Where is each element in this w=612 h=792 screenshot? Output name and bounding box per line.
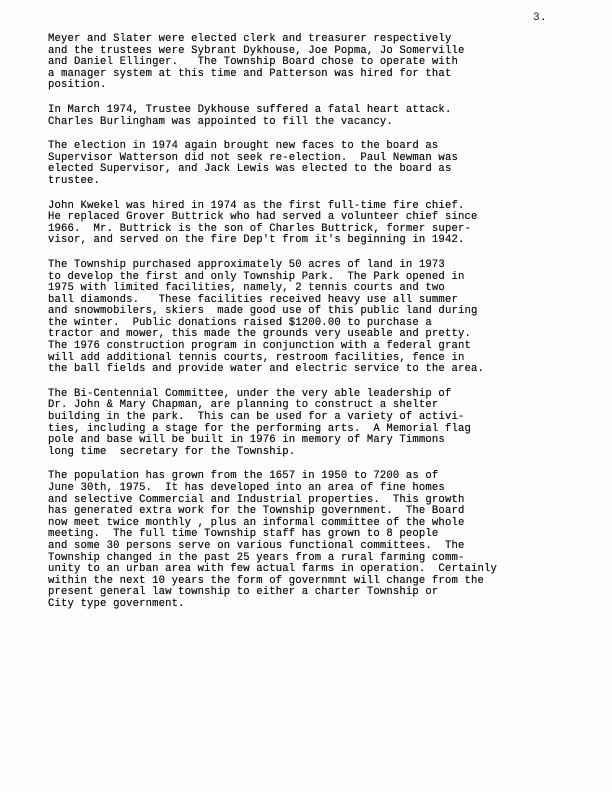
text-line: The Bi-Centennial Committee, under the very able leadership of [48,387,452,400]
body-text [48,34,608,624]
text-line: The election in 1974 again brought new faces to the board as [48,140,439,153]
text-line: The 1976 construction program in conjunction with a federal grant [48,340,471,353]
text-line: and snowmobilers, skiers made good use of this public land during [48,305,478,318]
text-line: June 30th, 1975. It has developed into an area of fine homes [48,482,445,494]
text-line: The population has grown from the 1657 in 1950 to 7200 as of [48,470,439,483]
page-number: 3. [533,12,548,24]
text-line: unity to an urban area with few actual farms in operation. Certainly [48,563,498,576]
text-line: Meyer and Slater were elected clerk and treasurer respectively [48,33,452,45]
text-line: a manager system at this time and Patterson was hired for that [48,67,452,80]
text-line: and some 30 persons serve on various functional committees. The [48,539,465,552]
text-line: to develop the first and only Township Park. The Park opened in [48,270,465,283]
text-line: the ball fields and provide water and electric service to the area. [48,363,484,376]
paragraph [48,389,608,459]
text-line: present general law township to either a charter Township or [48,586,439,599]
text-line: will add additional tennis courts, restroom facilities, fence in [48,351,465,364]
text-line: visor, and served on the fire Dep't from it's beginning in 1942. [48,234,465,247]
paragraph [48,260,608,376]
text-line: has generated extra work for the Township government. The Board [48,505,465,518]
text-line: and selective Commercial and Industrial properties. This growth [48,493,465,506]
text-line: 1966. Mr. Buttrick is the son of Charles Buttrick, former super- [48,222,471,235]
paragraph [48,34,608,92]
text-line: The Township purchased approximately 50 acres of land in 1973 [48,258,445,271]
text-line: meeting. The full time Township staff has grown to 8 people [48,528,439,541]
text-line: pole and base will be built in 1976 in memory of Mary Timmons [48,434,445,447]
text-line: John Kwekel was hired in 1974 as the first full-time fire chief. [48,199,465,212]
text-line: tractor and mower, this made the grounds very useable and pretty. [48,328,471,341]
text-line: the winter. Public donations raised $1200.00 to purchase a [48,316,432,329]
text-line: building in the park. This can be used for a variety of activi- [48,411,465,424]
text-line: In March 1974, Trustee Dykhouse suffered a fatal heart attack. [48,103,452,116]
text-line: Township changed in the past 25 years from a rural farming comm- [48,551,465,564]
text-line: Supervisor Watterson did not seek re-election. Paul Newman was [48,151,458,164]
text-line: elected Supervisor, and Jack Lewis was elected to the board as [48,163,452,176]
text-line: long time secretary for the Township. [48,445,296,458]
text-line: and the trustees were Sybrant Dykhouse, Joe Popma, Jo Somerville [48,44,465,57]
text-line: within the next 10 years the form of governmnt will change from the [48,574,484,587]
paragraph [48,105,608,128]
text-line: and Daniel Ellinger. The Township Board chose to operate with [48,56,458,69]
text-line: position. [48,79,107,92]
text-line: City type government. [48,597,185,610]
text-line: now meet twice monthly , plus an informal committee of the whole [48,516,465,529]
text-line: He replaced Grover Buttrick who had served a volunteer chief since [48,211,478,224]
paragraph [48,141,608,187]
text-line: 1975 with limited facilities, namely, 2 tennis courts and two [48,282,445,295]
text-line: trustee. [48,174,101,187]
text-line: ties, including a stage for the performing arts. A Memorial flag [48,422,471,435]
text-line: Dr. John & Mary Chapman, are planning to construct a shelter [48,399,439,412]
text-line: ball diamonds. These facilities received heavy use all summer [48,293,458,306]
paragraph [48,201,608,247]
paragraph [48,471,608,610]
text-line: Charles Burlingham was appointed to fill the vacancy. [48,115,393,128]
